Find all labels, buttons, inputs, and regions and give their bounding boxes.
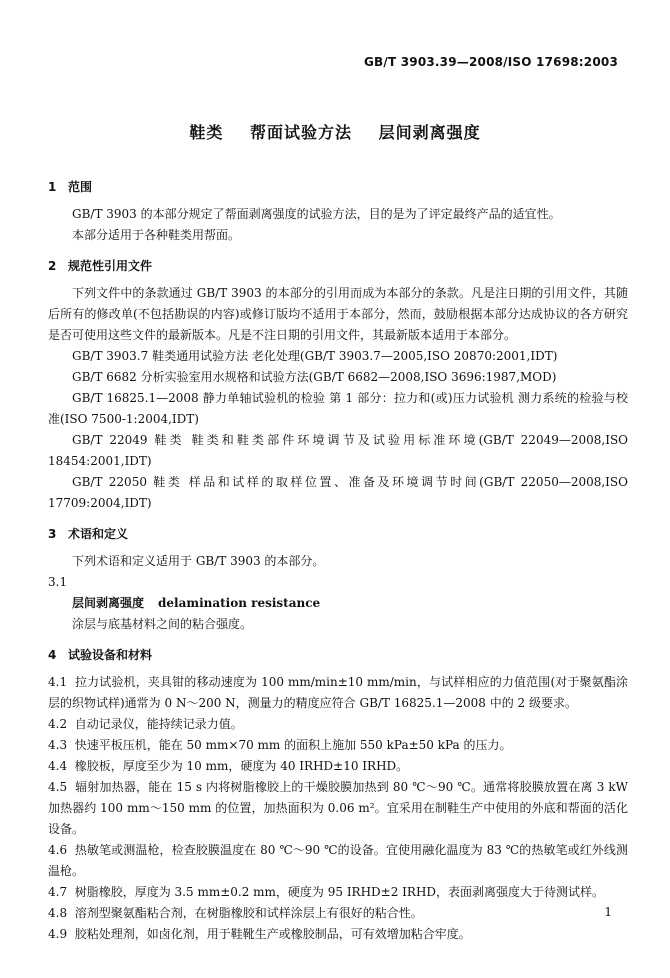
standard-code: GB/T 3903.39—2008/ISO 17698:2003	[363, 55, 618, 69]
section-title: 术语和定义	[68, 527, 129, 541]
clause-number: 4.9	[48, 927, 68, 941]
reference-item: GB/T 6682 分析实验室用水规格和试验方法(GB/T 6682—2008,ISO 3696:1987,MOD)	[72, 370, 557, 384]
term-english: delamination resistance	[158, 596, 321, 610]
clause-text: 溶剂型聚氨酯粘合剂，在树脂橡胶和试样涂层上有很好的粘合性。	[74, 906, 423, 920]
term-number: 3.1	[48, 575, 68, 589]
section-title: 范围	[68, 180, 93, 194]
clause-item	[48, 672, 628, 714]
section-number: 3	[48, 527, 57, 541]
clause-text: 辐射加热器，能在 15 s 内将树脂橡胶上的干燥胶膜加热到 80 ℃～90 ℃。通常将胶膜放置在离 3 kW加热器约 100 mm～150 mm 的位置，加热面积为 0.06 m²。宜采用在制鞋生产中使用的外底和帮面的活化设备。	[48, 780, 628, 836]
clause-text: 胶粘处理剂，如卤化剂，用于鞋靴生产或橡胶制品，可有效增加粘合牢度。	[74, 927, 471, 941]
reference-item: GB/T 16825.1—2008 静力单轴试验机的检验 第 1 部分：拉力和(或)压力试验机 测力系统的检验与校准(ISO 7500-1:2004,IDT)	[48, 391, 628, 426]
clause-item	[48, 777, 628, 840]
section-title: 规范性引用文件	[68, 259, 153, 273]
section-1-heading	[48, 177, 628, 198]
clause-item	[48, 882, 628, 903]
section-4-heading	[48, 645, 628, 666]
section-3-heading	[48, 524, 628, 545]
clause-text: 橡胶板，厚度至少为 10 mm，硬度为 40 IRHD±10 IRHD。	[74, 759, 409, 773]
clause-number: 4.5	[48, 780, 68, 794]
section-number: 1	[48, 180, 57, 194]
clause-number: 4.3	[48, 738, 68, 752]
title-part-1: 鞋类	[189, 123, 224, 142]
section-number: 4	[48, 648, 57, 662]
clause-item	[48, 735, 628, 756]
clause-number: 4.8	[48, 906, 68, 920]
clause-item	[48, 714, 628, 735]
clause-text: 热敏笔或测温枪，检查胶膜温度在 80 ℃～90 ℃的设备。宜使用融化温度为 83 ℃的热敏笔或红外线测温枪。	[48, 843, 628, 878]
paragraph: 本部分适用于各种鞋类用帮面。	[72, 228, 241, 242]
paragraph: GB/T 3903 的本部分规定了帮面剥离强度的试验方法，目的是为了评定最终产品的适宜性。	[72, 207, 561, 221]
reference-item: GB/T 3903.7 鞋类通用试验方法 老化处理(GB/T 3903.7—2005,ISO 20870:2001,IDT)	[72, 349, 558, 363]
clause-item	[48, 903, 628, 924]
clause-text: 自动记录仪，能持续记录力值。	[74, 717, 243, 731]
clause-number: 4.1	[48, 675, 68, 689]
reference-item: GB/T 22050 鞋类 样品和试样的取样位置、准备及环境调节时间(GB/T 22050—2008,ISO 17709:2004,IDT)	[48, 475, 628, 510]
clause-text: 拉力试验机，夹具钳的移动速度为 100 mm/min±10 mm/min，与试样相应的力值范围(对于聚氨酯涂层的织物试样)通常为 0 N～200 N，测量力的精度应符合 GB/T 16825.1—2008 中的 2 级要求。	[48, 675, 628, 710]
section-number: 2	[48, 259, 57, 273]
term-definition: 涂层与底基材料之间的粘合强度。	[72, 617, 253, 631]
clause-number: 4.7	[48, 885, 68, 899]
paragraph: 下列术语和定义适用于 GB/T 3903 的本部分。	[72, 554, 325, 568]
reference-item: GB/T 22049 鞋类 鞋类和鞋类部件环境调节及试验用标准环境(GB/T 22049—2008,ISO 18454:2001,IDT)	[48, 433, 628, 468]
clause-number: 4.4	[48, 759, 68, 773]
title-part-2: 帮面试验方法	[249, 123, 352, 142]
clause-text: 树脂橡胶，厚度为 3.5 mm±0.2 mm，硬度为 95 IRHD±2 IRHD，表面剥离强度大于待测试样。	[74, 885, 605, 899]
clause-item	[48, 756, 628, 777]
clause-item	[48, 924, 628, 945]
paragraph: 下列文件中的条款通过 GB/T 3903 的本部分的引用而成为本部分的条款。凡是注日期的引用文件，其随后所有的修改单(不包括勘误的内容)或修订版均不适用于本部分，然而，鼓励根据本部分达成协议的各方研究是否可使用这些文件的最新版本。凡是不注日期的引用文件，其最新版本适用于本部分。	[48, 286, 628, 342]
clause-number: 4.6	[48, 843, 68, 857]
section-2-heading	[48, 256, 628, 277]
document-body	[48, 177, 628, 945]
clause-number: 4.2	[48, 717, 68, 731]
page-number: 1	[604, 905, 612, 919]
document-title	[0, 120, 670, 143]
clause-item	[48, 840, 628, 882]
term-chinese: 层间剥离强度	[72, 596, 145, 610]
section-title: 试验设备和材料	[68, 648, 153, 662]
title-part-3: 层间剥离强度	[378, 123, 481, 142]
clause-text: 快速平板压机，能在 50 mm×70 mm 的面积上施加 550 kPa±50 kPa 的压力。	[74, 738, 512, 752]
term-entry	[48, 593, 628, 614]
